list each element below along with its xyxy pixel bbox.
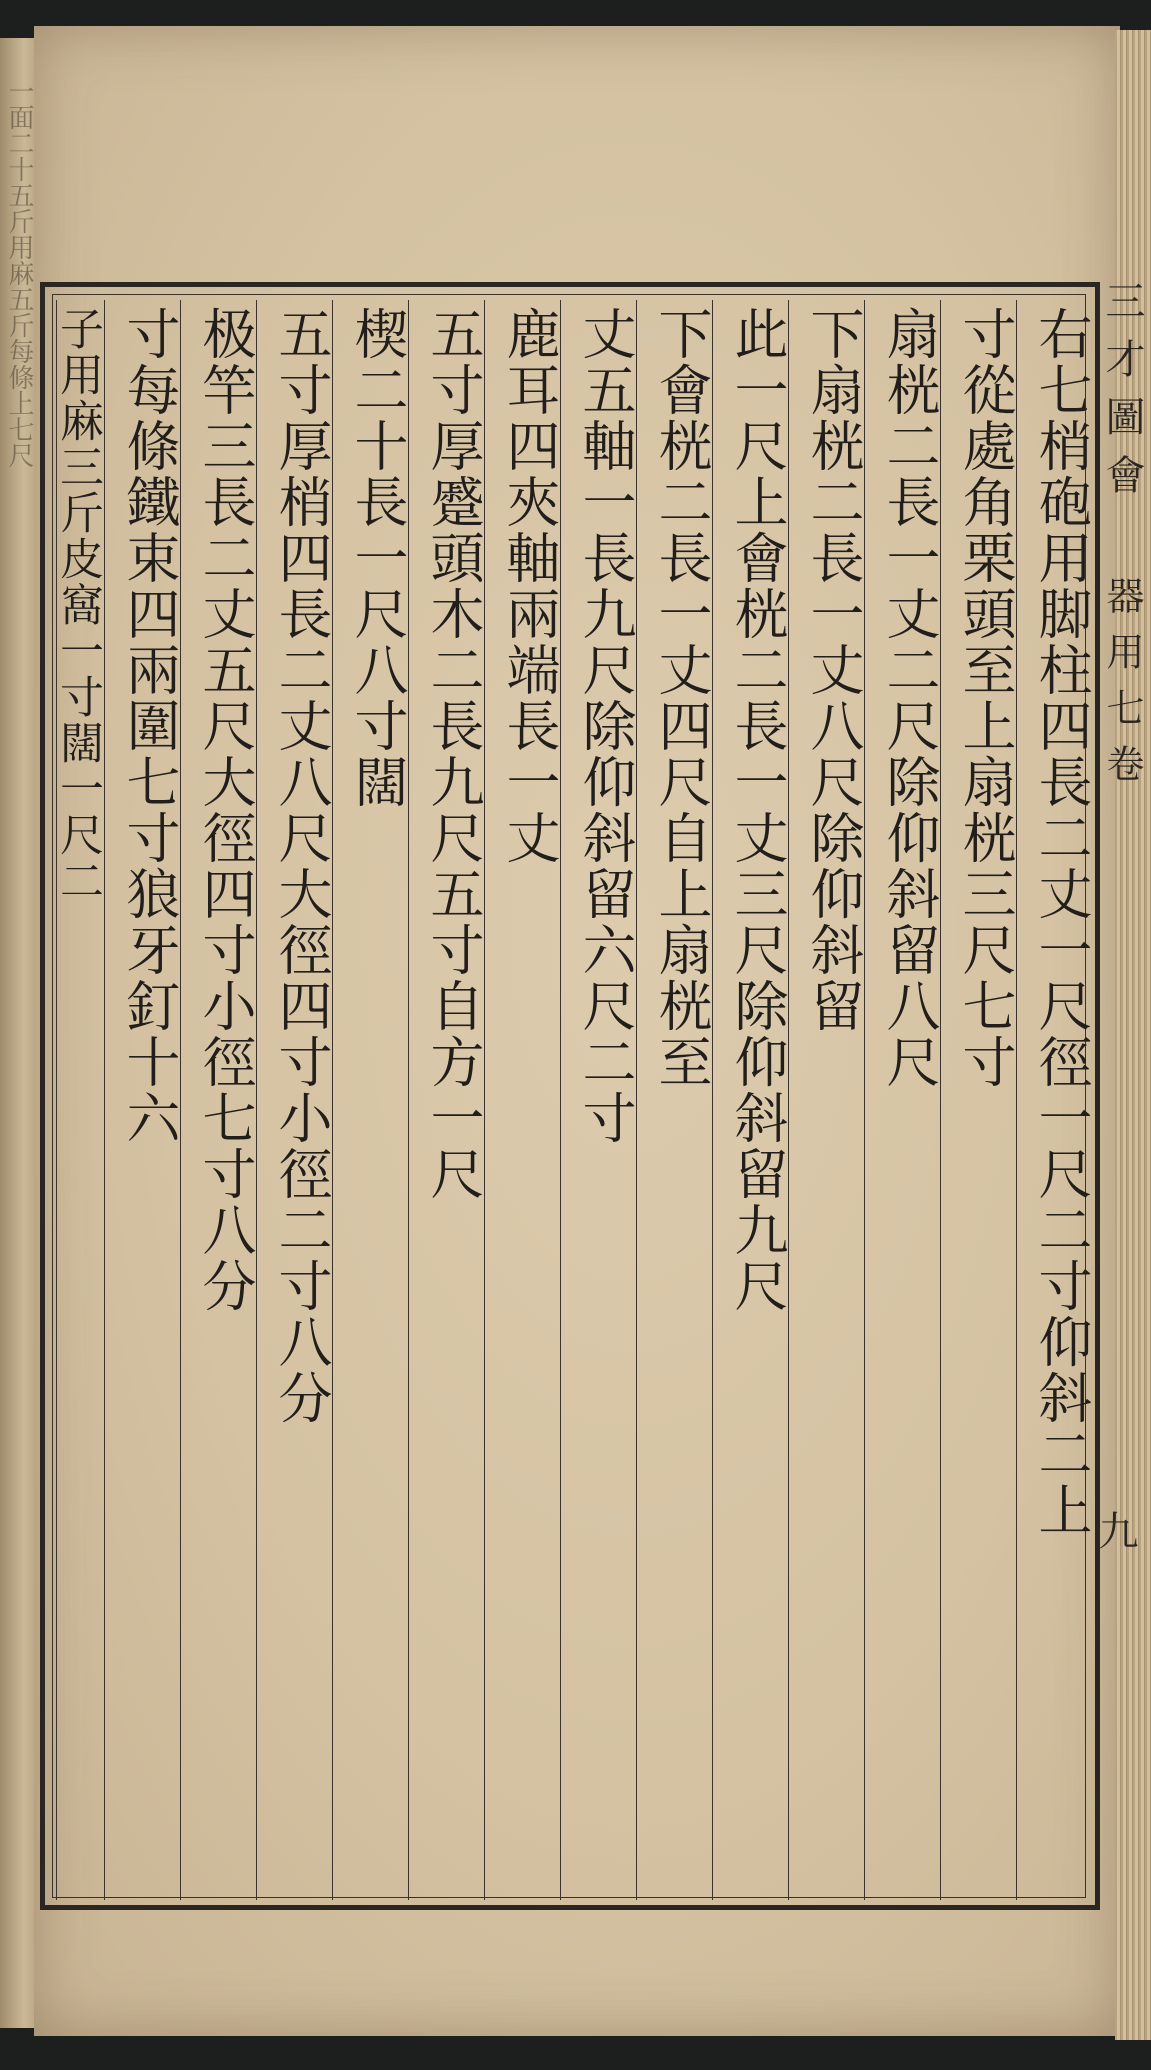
text-column-2 <box>940 300 1016 1900</box>
column-text: 扇桄二長一丈二尺除仰斜留八尺 <box>878 306 941 1090</box>
column-text: 此一尺上會桄二長一丈三尺除仰斜留九尺 <box>726 306 789 1314</box>
text-column-8 <box>484 300 560 1900</box>
page-heading <box>1092 280 1145 1680</box>
section-title: 器用七卷 <box>1100 576 1144 800</box>
left-page-ghost-text: 一面二十五斤用麻五斤每條上七尺 <box>4 78 34 468</box>
text-column-13 <box>104 300 180 1900</box>
column-text: 子用麻三斤皮窩一寸闊一尺二 <box>52 306 103 904</box>
column-text: 楔二十長一尺八寸闊 <box>346 306 409 810</box>
column-text: 下扇桄二長一丈八尺除仰斜留 <box>802 306 865 1034</box>
text-column-11 <box>256 300 332 1900</box>
column-text: 寸每條鐵束四兩圍七寸狼牙釘十六 <box>118 306 181 1146</box>
column-text: 鹿耳四夾軸兩端長一丈 <box>498 306 561 866</box>
column-text: 丈五軸一長九尺除仰斜留六尺二寸 <box>574 306 637 1146</box>
column-text: 极竿三長二丈五尺大徑四寸小徑七寸八分 <box>194 306 257 1314</box>
column-text: 下會桄二長一丈四尺自上扇桄至 <box>650 306 713 1090</box>
folio-number: 九 <box>1092 1510 1138 1550</box>
column-text: 寸從處角栗頭至上扇桄三尺七寸 <box>954 306 1017 1090</box>
text-column-14 <box>52 300 104 1900</box>
text-column-10 <box>332 300 408 1900</box>
text-column-9 <box>408 300 484 1900</box>
column-text: 五寸厚蹙頭木二長九尺五寸自方一尺 <box>422 306 485 1202</box>
text-column-3 <box>864 300 940 1900</box>
column-text: 右七梢砲用脚柱四長二丈一尺徑一尺二寸仰斜二上 <box>1030 306 1093 1538</box>
text-column-6 <box>636 300 712 1900</box>
text-column-1 <box>1016 300 1092 1900</box>
text-column-5 <box>712 300 788 1900</box>
text-column-4 <box>788 300 864 1900</box>
book-title: 三才圖會 <box>1099 280 1145 512</box>
text-column-12 <box>180 300 256 1900</box>
text-column-7 <box>560 300 636 1900</box>
column-text: 五寸厚梢四長二丈八尺大徑四寸小徑二寸八分 <box>270 306 333 1426</box>
